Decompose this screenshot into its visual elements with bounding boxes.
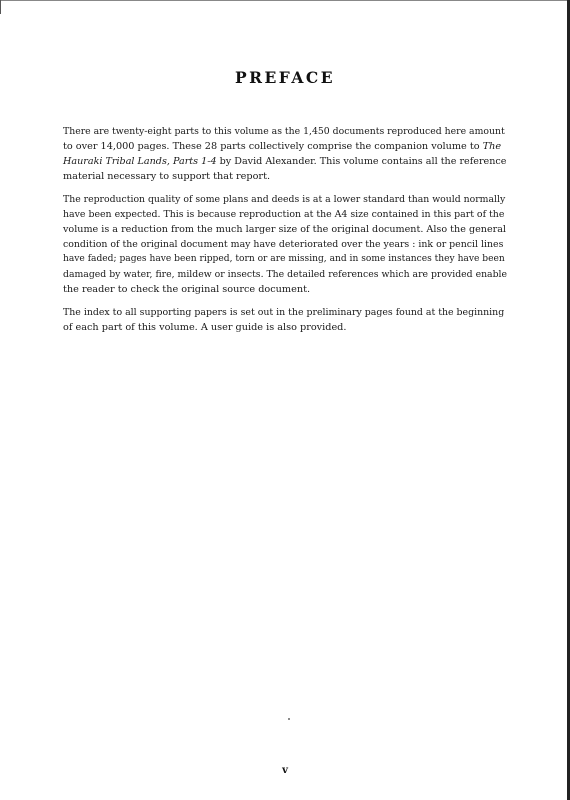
page-number: v	[282, 765, 288, 776]
top-edge-rule	[0, 0, 570, 1]
preface-body	[63, 124, 507, 343]
paragraph-2-line-7: the reader to check the original source document.	[63, 284, 311, 295]
paragraph-3	[63, 305, 507, 335]
paragraph-3-line-1: The index to all supporting papers is set out in the preliminary pages found at the beginning	[63, 307, 505, 318]
paragraph-1	[63, 124, 507, 184]
paragraph-1-line-4: material necessary to support that report.	[63, 171, 271, 182]
paragraph-1-line-2	[63, 139, 507, 154]
page-title: PREFACE	[234, 68, 336, 87]
scan-speck	[288, 718, 290, 720]
paragraph-2-line-5: have faded; pages have been ripped, torn or are missing, and in some instances they have been	[63, 254, 505, 264]
paragraph-2-line-6: damaged by water, fire, mildew or insects. The detailed references which are provided enable	[63, 269, 508, 280]
paragraph-3-line-2: of each part of this volume. A user guide is also provided.	[63, 322, 347, 333]
paragraph-2-line-3: volume is a reduction from the much larger size of the original document. Also the general	[63, 224, 506, 235]
paragraph-1-line-3	[63, 154, 507, 169]
paragraph-2-line-1: The reproduction quality of some plans and deeds is at a lower standard than would normally	[63, 194, 506, 205]
paragraph-1-line-1: There are twenty-eight parts to this volume as the 1,450 documents reproduced here amount	[63, 126, 505, 137]
companion-title: Hauraki Tribal Lands, Parts 1-4	[63, 156, 217, 167]
paragraph-1-line-3-text: by David Alexander. This volume contains all the reference	[219, 156, 507, 167]
paragraph-2	[63, 192, 507, 297]
paragraph-1-line-2-text: to over 14,000 pages. These 28 parts collectively comprise the companion volume to	[63, 141, 480, 152]
paragraph-2-line-4: condition of the original document may have deteriorated over the years : ink or pencil lines	[63, 239, 504, 250]
left-edge-mark	[0, 0, 1, 14]
companion-title-start: The	[482, 141, 502, 152]
paragraph-2-line-2: have been expected. This is because reproduction at the A4 size contained in this part of the	[63, 209, 505, 220]
